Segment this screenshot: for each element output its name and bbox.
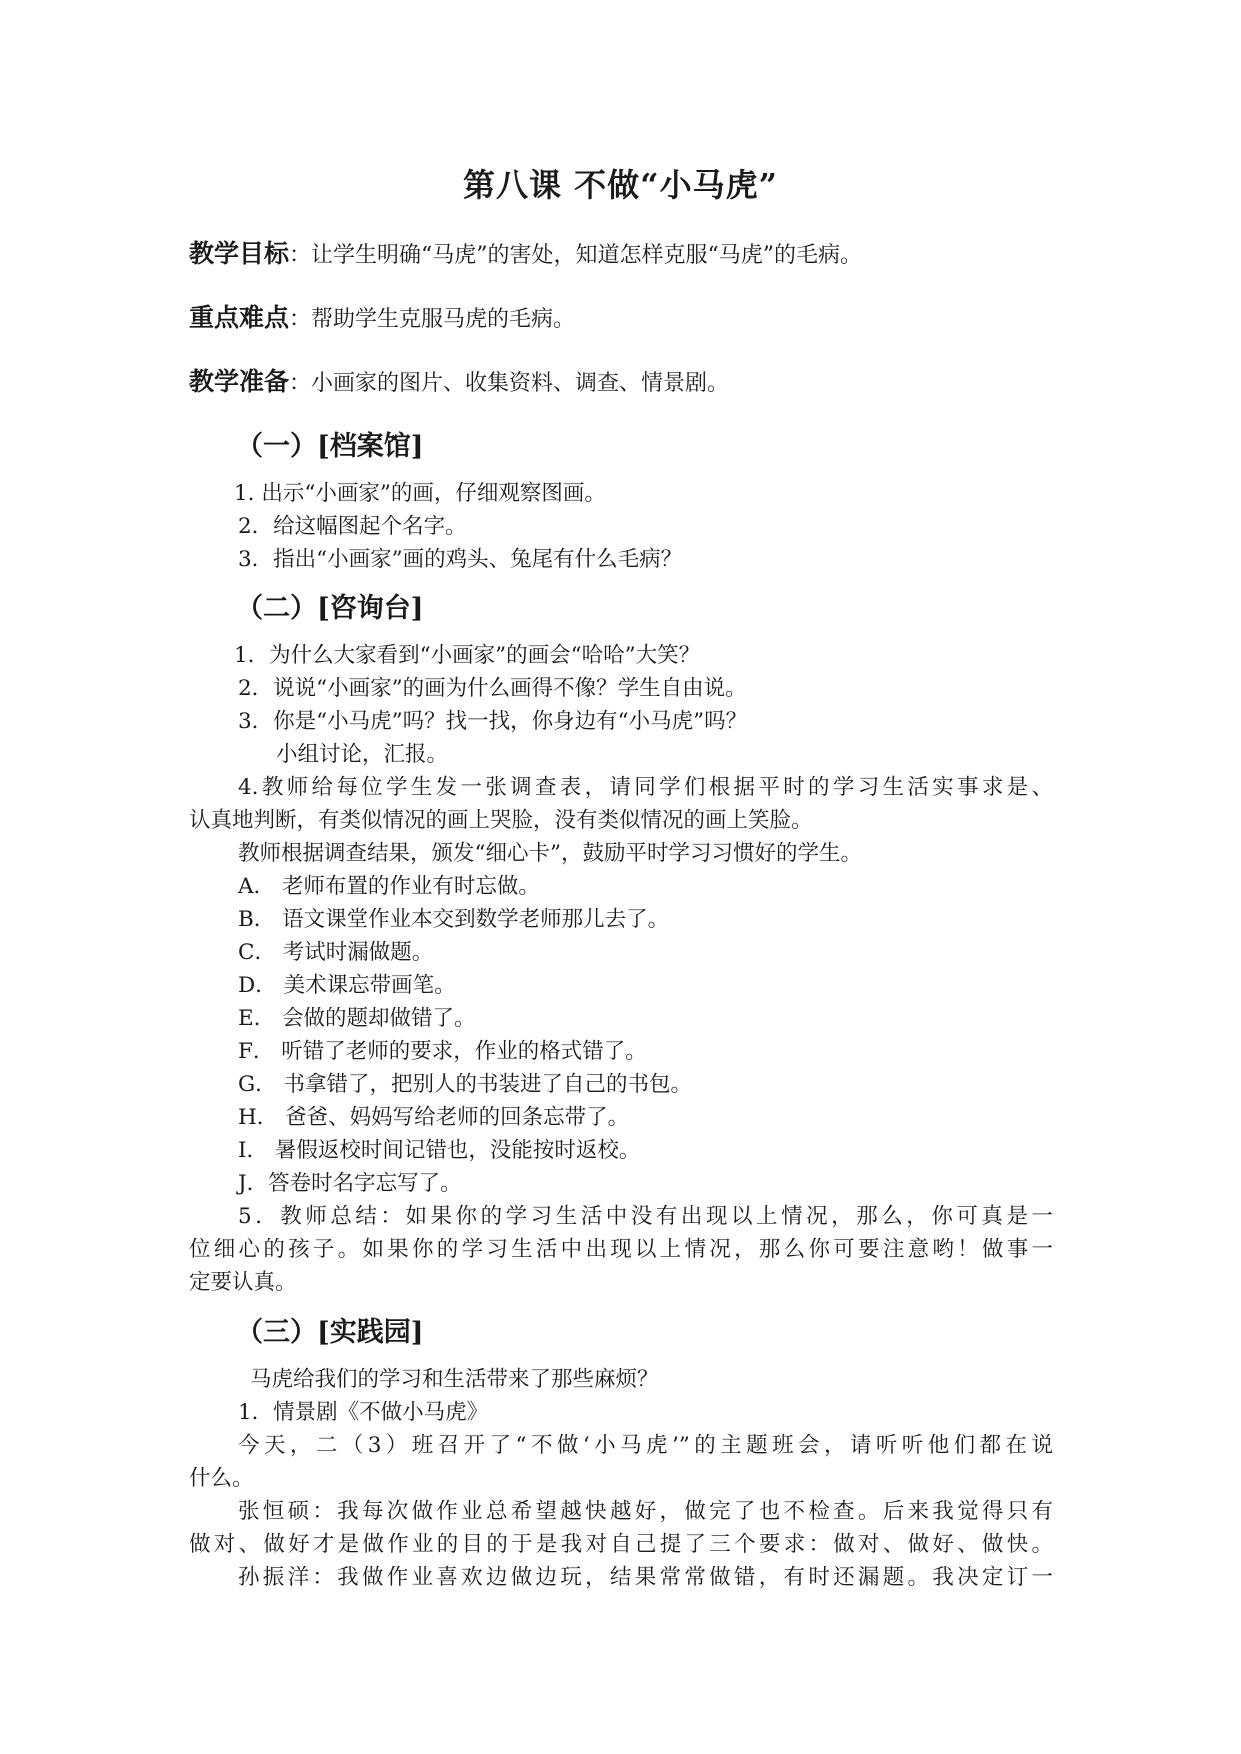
list-item: 3．指出“小画家”画的鸡头、兔尾有什么毛病？ (238, 547, 683, 572)
key-difficulty-label: 重点难点 (189, 303, 290, 332)
option-item: A． 老师布置的作业有时忘做。 (238, 874, 540, 899)
section-heading-archive: （一）[档案馆] (236, 431, 424, 462)
teaching-goal (189, 234, 862, 270)
paragraph-line: 什么。 (189, 1466, 254, 1491)
teaching-preparation-text: ：小画家的图片、收集资料、调查、情景剧。 (289, 371, 730, 396)
option-item: F． 听错了老师的要求，作业的格式错了。 (238, 1039, 647, 1064)
paragraph-line: 教师根据调查结果，颁发“细心卡”，鼓励平时学习习惯好的学生。 (238, 841, 862, 866)
teaching-goal-text: ：让学生明确“马虎”的害处，知道怎样克服“马虎”的毛病。 (289, 243, 863, 268)
teaching-preparation (189, 362, 729, 398)
paragraph-line: 定要认真。 (189, 1270, 297, 1295)
option-item: J．答卷时名字忘写了。 (238, 1171, 462, 1196)
section-heading-practice: （三）[实践园] (236, 1317, 424, 1348)
teaching-goal-label: 教学目标 (189, 239, 290, 268)
option-item: E． 会做的题却做错了。 (238, 1006, 476, 1031)
list-item: 1. 出示“小画家”的画，仔细观察图画。 (234, 481, 606, 506)
paragraph-line: 5．教师总结：如果你的学习生活中没有出现以上情况，那么，你可真是一 (238, 1204, 1053, 1229)
list-item-continuation: 小组讨论，汇报。 (276, 742, 449, 767)
option-item: D． 美术课忘带画笔。 (238, 973, 456, 998)
paragraph-line: 位细心的孩子。如果你的学习生活中出现以上情况，那么你可要注意哟！做事一 (189, 1237, 1053, 1262)
paragraph-line: 4.教师给每位学生发一张调查表，请同学们根据平时的学习生活实事求是、 (238, 775, 1053, 800)
paragraph-line: 马虎给我们的学习和生活带来了那些麻烦？ (250, 1367, 659, 1392)
list-item: 2．给这幅图起个名字。 (238, 514, 467, 539)
list-item: 2．说说“小画家”的画为什么画得不像？学生自由说。 (238, 676, 747, 701)
list-item: 3．你是“小马虎”吗？找一找，你身边有“小马虎”吗？ (238, 709, 748, 734)
key-difficulty (189, 298, 575, 334)
paragraph-line: 今天，二（3）班召开了“不做‘小马虎’”的主题班会，请听听他们都在说 (238, 1433, 1053, 1458)
paragraph-line: 做对、做好才是做作业的目的于是我对自己提了三个要求：做对、做好、做快。 (189, 1532, 1053, 1557)
option-item: C． 考试时漏做题。 (238, 940, 434, 965)
option-item: I． 暑假返校时间记错也，没能按时返校。 (238, 1138, 641, 1163)
section-heading-consult: （二）[咨询台] (236, 593, 424, 624)
option-item: H． 爸爸、妈妈写给老师的回条忘带了。 (238, 1105, 630, 1130)
paragraph-line: 孙振洋：我做作业喜欢边做边玩，结果常常做错，有时还漏题。我决定订一 (238, 1565, 1053, 1590)
option-item: G． 书拿错了，把别人的书装进了自己的书包。 (238, 1072, 693, 1097)
teaching-preparation-label: 教学准备 (189, 367, 290, 396)
page-title: 第八课 不做“小马虎” (463, 166, 778, 204)
list-item: 1．为什么大家看到“小画家”的画会“哈哈”大笑？ (234, 643, 701, 668)
paragraph-line: 认真地判断，有类似情况的画上哭脸，没有类似情况的画上笑脸。 (189, 808, 813, 833)
list-item: 1．情景剧《不做小马虎》 (238, 1400, 489, 1425)
option-item: B． 语文课堂作业本交到数学老师那儿去了。 (238, 907, 670, 932)
key-difficulty-text: ：帮助学生克服马虎的毛病。 (289, 307, 576, 332)
paragraph-line: 张恒硕：我每次做作业总希望越快越好，做完了也不检查。后来我觉得只有 (238, 1499, 1053, 1524)
